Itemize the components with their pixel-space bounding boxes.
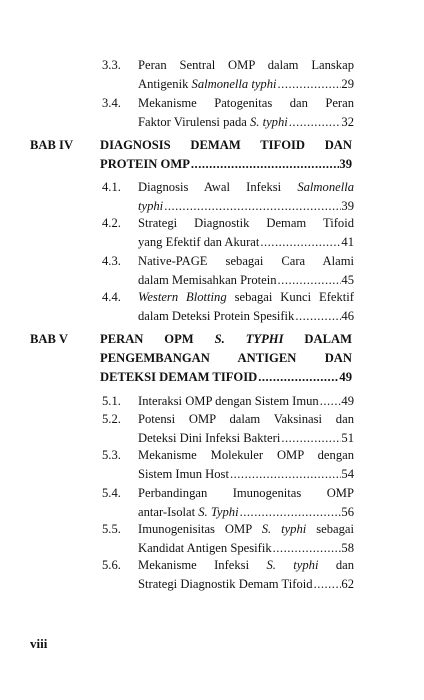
section-title-line-2: yang Efektif dan Akurat bbox=[138, 235, 260, 249]
section-number: 3.3. bbox=[102, 58, 121, 72]
chapter-title-line-1: PERAN OPM S. TYPHI DALAM bbox=[100, 332, 352, 346]
section-title-line-1: Perbandingan Imunogenitas OMP bbox=[138, 486, 354, 500]
toc-entry-3-3[interactable] bbox=[102, 56, 354, 94]
page-number: 41 bbox=[341, 235, 354, 249]
page-number: 51 bbox=[341, 431, 354, 445]
section-title-line-1: Diagnosis Awal Infeksi Salmonella bbox=[138, 180, 354, 194]
page-number: 45 bbox=[341, 273, 354, 287]
toc-entry-5-6[interactable] bbox=[102, 556, 354, 594]
section-number: 4.2. bbox=[102, 216, 121, 230]
section-number: 4.3. bbox=[102, 254, 121, 268]
section-number: 3.4. bbox=[102, 96, 121, 110]
dot-leader bbox=[288, 113, 342, 132]
section-title-line-2: Sistem Imun Host bbox=[138, 467, 229, 481]
section-title-line-2: antar-Isolat S. Typhi bbox=[138, 505, 239, 519]
page-number: 49 bbox=[339, 370, 352, 384]
page-number: 58 bbox=[341, 541, 354, 555]
toc-entry-4-2[interactable] bbox=[102, 214, 354, 252]
toc-entry-4-4[interactable] bbox=[102, 288, 354, 326]
toc-chapter-4[interactable] bbox=[30, 136, 352, 174]
dot-leader bbox=[277, 75, 342, 94]
dot-leader bbox=[259, 233, 341, 252]
section-title-line-1: Native-PAGE sebagai Cara Alami bbox=[138, 254, 354, 268]
section-number: 5.2. bbox=[102, 412, 121, 426]
toc-entry-5-3[interactable] bbox=[102, 446, 354, 484]
toc-entry-4-3[interactable] bbox=[102, 252, 354, 290]
section-title-line-1: Strategi Diagnostik Demam Tifoid bbox=[138, 216, 354, 230]
chapter-label: BAB IV bbox=[30, 138, 74, 152]
section-title-line-2: dalam Deteksi Protein Spesifik bbox=[138, 309, 295, 323]
toc-chapter-5[interactable] bbox=[30, 330, 352, 387]
section-title-line-1: Mekanisme Molekuler OMP dengan bbox=[138, 448, 354, 462]
section-number: 4.4. bbox=[102, 290, 121, 304]
section-number: 4.1. bbox=[102, 180, 121, 194]
toc-entry-5-2[interactable] bbox=[102, 410, 354, 448]
section-number: 5.5. bbox=[102, 522, 121, 536]
toc-entry-5-5[interactable] bbox=[102, 520, 354, 558]
page-number: 39 bbox=[341, 199, 354, 213]
toc-entry-3-4[interactable] bbox=[102, 94, 354, 132]
chapter-title-line-1: DIAGNOSIS DEMAM TIFOID DAN bbox=[100, 138, 352, 152]
section-title-line-2: Kandidat Antigen Spesifik bbox=[138, 541, 272, 555]
section-title-line-2: typhi bbox=[138, 199, 164, 213]
section-number: 5.3. bbox=[102, 448, 121, 462]
page-number: 49 bbox=[341, 394, 354, 408]
section-title-line-1: Imunogenisitas OMP S. typhi sebagai bbox=[138, 522, 354, 536]
section-title-line-1: Interaksi OMP dengan Sistem Imun bbox=[138, 394, 319, 408]
section-title-line-1: Mekanisme Patogenitas dan Peran bbox=[138, 96, 354, 110]
page-number: 46 bbox=[341, 309, 354, 323]
page-number: 56 bbox=[341, 505, 354, 519]
dot-leader bbox=[229, 465, 341, 484]
page-number: 54 bbox=[341, 467, 354, 481]
dot-leader bbox=[319, 392, 342, 411]
page-footer-number: viii bbox=[30, 636, 48, 651]
section-title-line-2: Strategi Diagnostik Demam Tifoid bbox=[138, 577, 313, 591]
dot-leader bbox=[257, 368, 339, 387]
chapter-label: BAB V bbox=[30, 332, 68, 346]
page-number: 39 bbox=[339, 157, 352, 171]
section-number: 5.1. bbox=[102, 394, 121, 408]
page-number: 62 bbox=[341, 577, 354, 591]
page-number: 29 bbox=[341, 77, 354, 91]
chapter-title-line-2: PENGEMBANGAN ANTIGEN DAN bbox=[100, 351, 352, 365]
toc-entry-5-4[interactable] bbox=[102, 484, 354, 522]
section-title-line-2: Antigenik Salmonella typhi bbox=[138, 77, 277, 91]
section-title-line-1: Peran Sentral OMP dalam Lanskap bbox=[138, 58, 354, 72]
dot-leader bbox=[313, 575, 342, 594]
dot-leader bbox=[190, 155, 340, 174]
section-title-line-1: Potensi OMP dalam Vaksinasi dan bbox=[138, 412, 354, 426]
toc-entry-5-1[interactable] bbox=[102, 392, 354, 411]
section-title-line-2: dalam Memisahkan Protein bbox=[138, 273, 277, 287]
section-title-line-2: Deteksi Dini Infeksi Bakteri bbox=[138, 431, 281, 445]
toc-entry-4-1[interactable] bbox=[102, 178, 354, 216]
chapter-title-line-3: DETEKSI DEMAM TIFOID bbox=[100, 370, 258, 384]
section-title-line-1: Western Blotting sebagai Kunci Efektif bbox=[138, 290, 354, 304]
dot-leader bbox=[294, 307, 341, 326]
chapter-title-line-2: PROTEIN OMP bbox=[100, 157, 190, 171]
section-title-line-1: Mekanisme Infeksi S. typhi dan bbox=[138, 558, 354, 572]
section-title-line-2: Faktor Virulensi pada S. typhi bbox=[138, 115, 288, 129]
page-number: 32 bbox=[341, 115, 354, 129]
section-number: 5.4. bbox=[102, 486, 121, 500]
section-number: 5.6. bbox=[102, 558, 121, 572]
